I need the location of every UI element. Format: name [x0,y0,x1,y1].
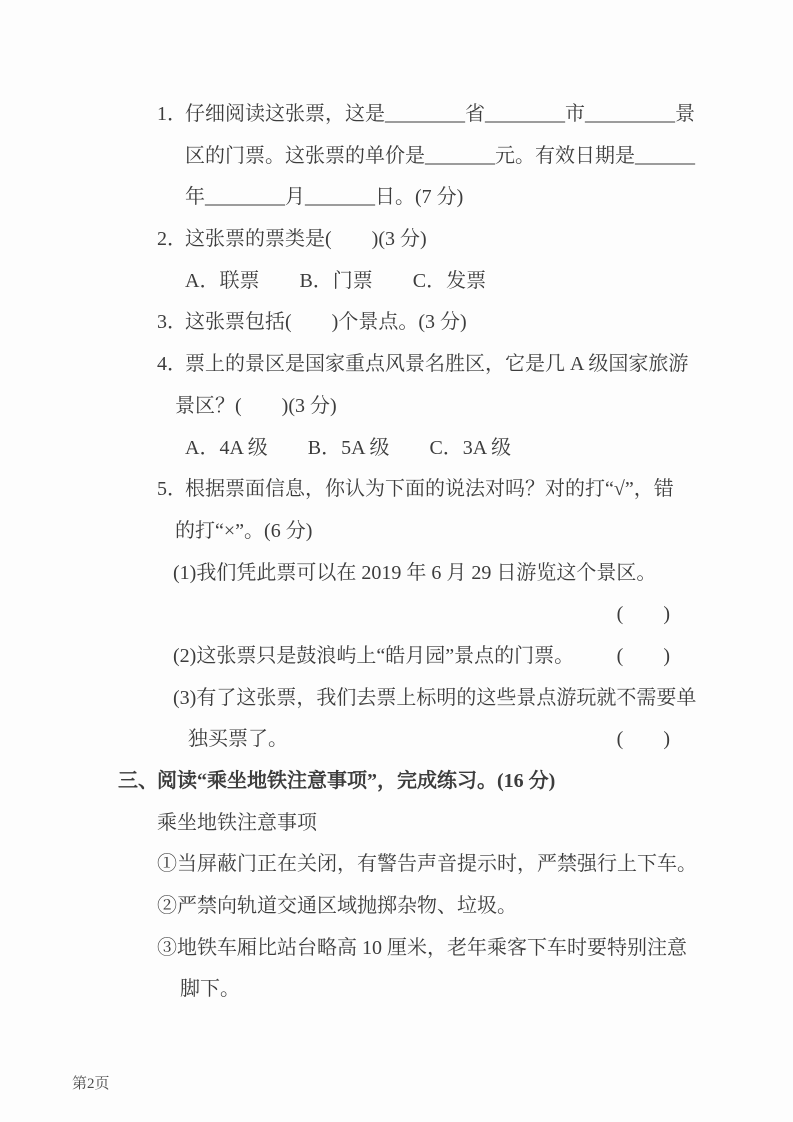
question-5-item-3-answer-bracket: ( ) [616,728,670,751]
notice-item-2: ②严禁向轨道交通区域抛掷杂物、垃圾。 [157,895,517,918]
question-2-number: 2． [157,228,187,251]
question-3-line-1 [0,302,793,344]
question-3-number: 3． [157,311,187,334]
question-1-line-2: 区的门票。这张票的单价是_______元。有效日期是______ [185,144,695,167]
question-1-line-3: 年________月_______日。(7 分) [185,186,464,209]
question-5-item-3-line-1: (3)有了这张票，我们去票上标明的这些景点游玩就不需要单 [173,686,697,709]
question-5-text-1: 根据票面信息，你认为下面的说法对吗？对的打“√”，错 [185,478,674,501]
section-3-heading [0,761,793,803]
question-4-number: 4． [157,353,187,376]
question-1-text-1: 仔细阅读这张票，这是________省________市_________景 [185,103,695,125]
question-5-line-1 [0,469,793,511]
notice-title: 乘坐地铁注意事项 [157,811,317,834]
question-4-options: A．4A 级 B．5A 级 C．3A 级 [185,436,512,459]
question-5-number: 5． [157,478,187,501]
question-3-text: 这张票包括( )个景点。(3 分) [185,311,467,334]
page-number: 第2页 [72,1076,110,1092]
question-5-item-2-text: (2)这张票只是鼓浪屿上“皓月园”景点的门票。 [173,644,575,667]
question-5-item-3-text-2: 独买票了。 [188,728,288,751]
notice-item-1: ①当屏蔽门正在关闭，有警告声音提示时，严禁强行上下车。 [157,853,697,876]
question-4-line-2: 景区？( )(3 分) [175,394,337,417]
question-5-item-1-answer-bracket: ( ) [616,603,670,626]
question-4-line-1 [0,344,793,386]
question-1-number: 1． [157,103,187,125]
question-4-text-1: 票上的景区是国家重点风景名胜区，它是几 A 级国家旅游 [185,353,689,376]
question-1-line-1 [0,94,793,136]
question-2-line-1 [0,219,793,261]
question-5-item-2-answer-bracket: ( ) [616,644,670,667]
question-2-text: 这张票的票类是( )(3 分) [185,228,427,251]
question-5-item-1: (1)我们凭此票可以在 2019 年 6 月 29 日游览这个景区。 [173,561,657,584]
question-5-item-2 [0,636,793,678]
document-body [0,94,793,1011]
section-3-title: 阅读“乘坐地铁注意事项”，完成练习。(16 分) [157,770,556,792]
question-5-item-3-line-2 [0,719,793,761]
question-2-options: A．联票 B．门票 C．发票 [185,269,487,292]
section-3-number: 三、 [118,770,158,792]
notice-item-3-line-2: 脚下。 [180,978,240,1001]
notice-item-3-line-1: ③地铁车厢比站台略高 10 厘米，老年乘客下车时要特别注意 [157,936,687,959]
question-5-line-2: 的打“×”。(6 分) [175,519,313,542]
